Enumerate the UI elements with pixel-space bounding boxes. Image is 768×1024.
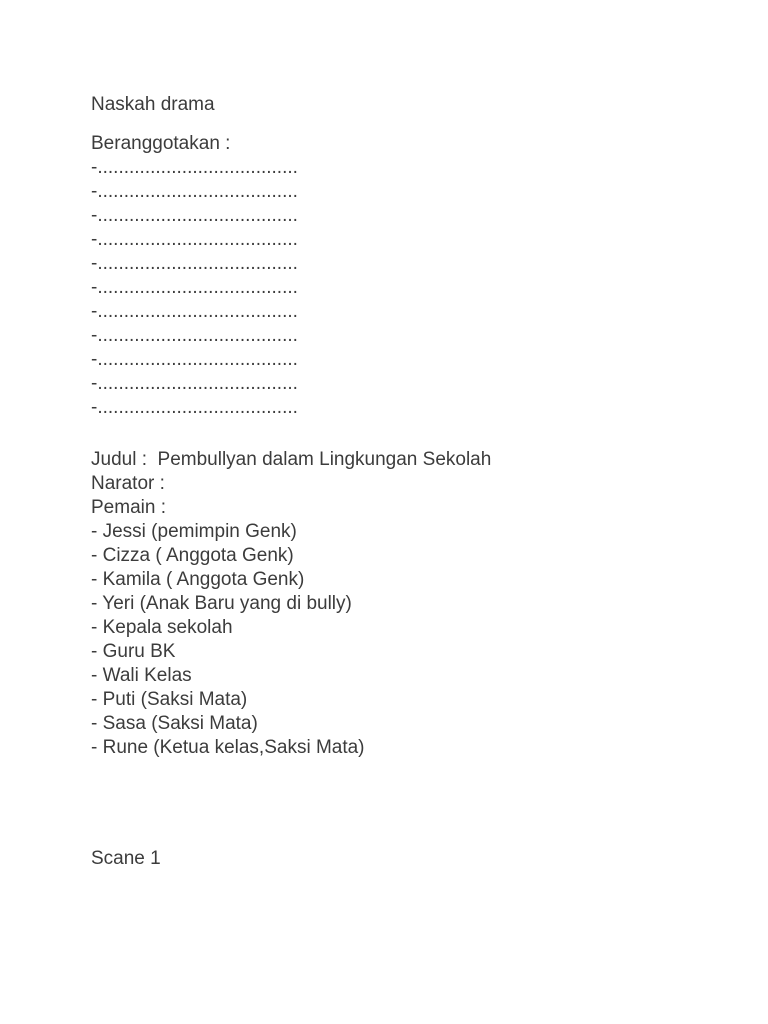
- member-blank-line: -......................................: [91, 301, 298, 322]
- cast-item: - Puti (Saksi Mata): [91, 689, 248, 710]
- member-blank-line: -......................................: [91, 373, 298, 394]
- member-blank-line: -......................................: [91, 253, 298, 274]
- member-blank-line: -......................................: [91, 397, 298, 418]
- document-title: Naskah drama: [91, 94, 215, 115]
- drama-title: Judul : Pembullyan dalam Lingkungan Sekolah: [91, 449, 492, 470]
- member-blank-line: -......................................: [91, 205, 298, 226]
- cast-item: - Cizza ( Anggota Genk): [91, 545, 294, 566]
- cast-item: - Yeri (Anak Baru yang di bully): [91, 593, 352, 614]
- cast-item: - Kamila ( Anggota Genk): [91, 569, 305, 590]
- member-blank-line: -......................................: [91, 349, 298, 370]
- member-blank-line: -......................................: [91, 157, 298, 178]
- member-blank-line: -......................................: [91, 181, 298, 202]
- members-heading: Beranggotakan :: [91, 133, 231, 154]
- cast-item: - Jessi (pemimpin Genk): [91, 521, 297, 542]
- member-blank-line: -......................................: [91, 229, 298, 250]
- member-blank-line: -......................................: [91, 277, 298, 298]
- scene-heading: Scane 1: [91, 848, 161, 869]
- cast-item: - Kepala sekolah: [91, 617, 233, 638]
- member-blank-line: -......................................: [91, 325, 298, 346]
- cast-item: - Sasa (Saksi Mata): [91, 713, 258, 734]
- cast-heading: Pemain :: [91, 497, 166, 518]
- members-list: [91, 156, 298, 420]
- cast-list: [91, 520, 365, 760]
- cast-item: - Guru BK: [91, 641, 176, 662]
- narrator-label: Narator :: [91, 473, 165, 494]
- cast-item: - Rune (Ketua kelas,Saksi Mata): [91, 737, 365, 758]
- cast-item: - Wali Kelas: [91, 665, 192, 686]
